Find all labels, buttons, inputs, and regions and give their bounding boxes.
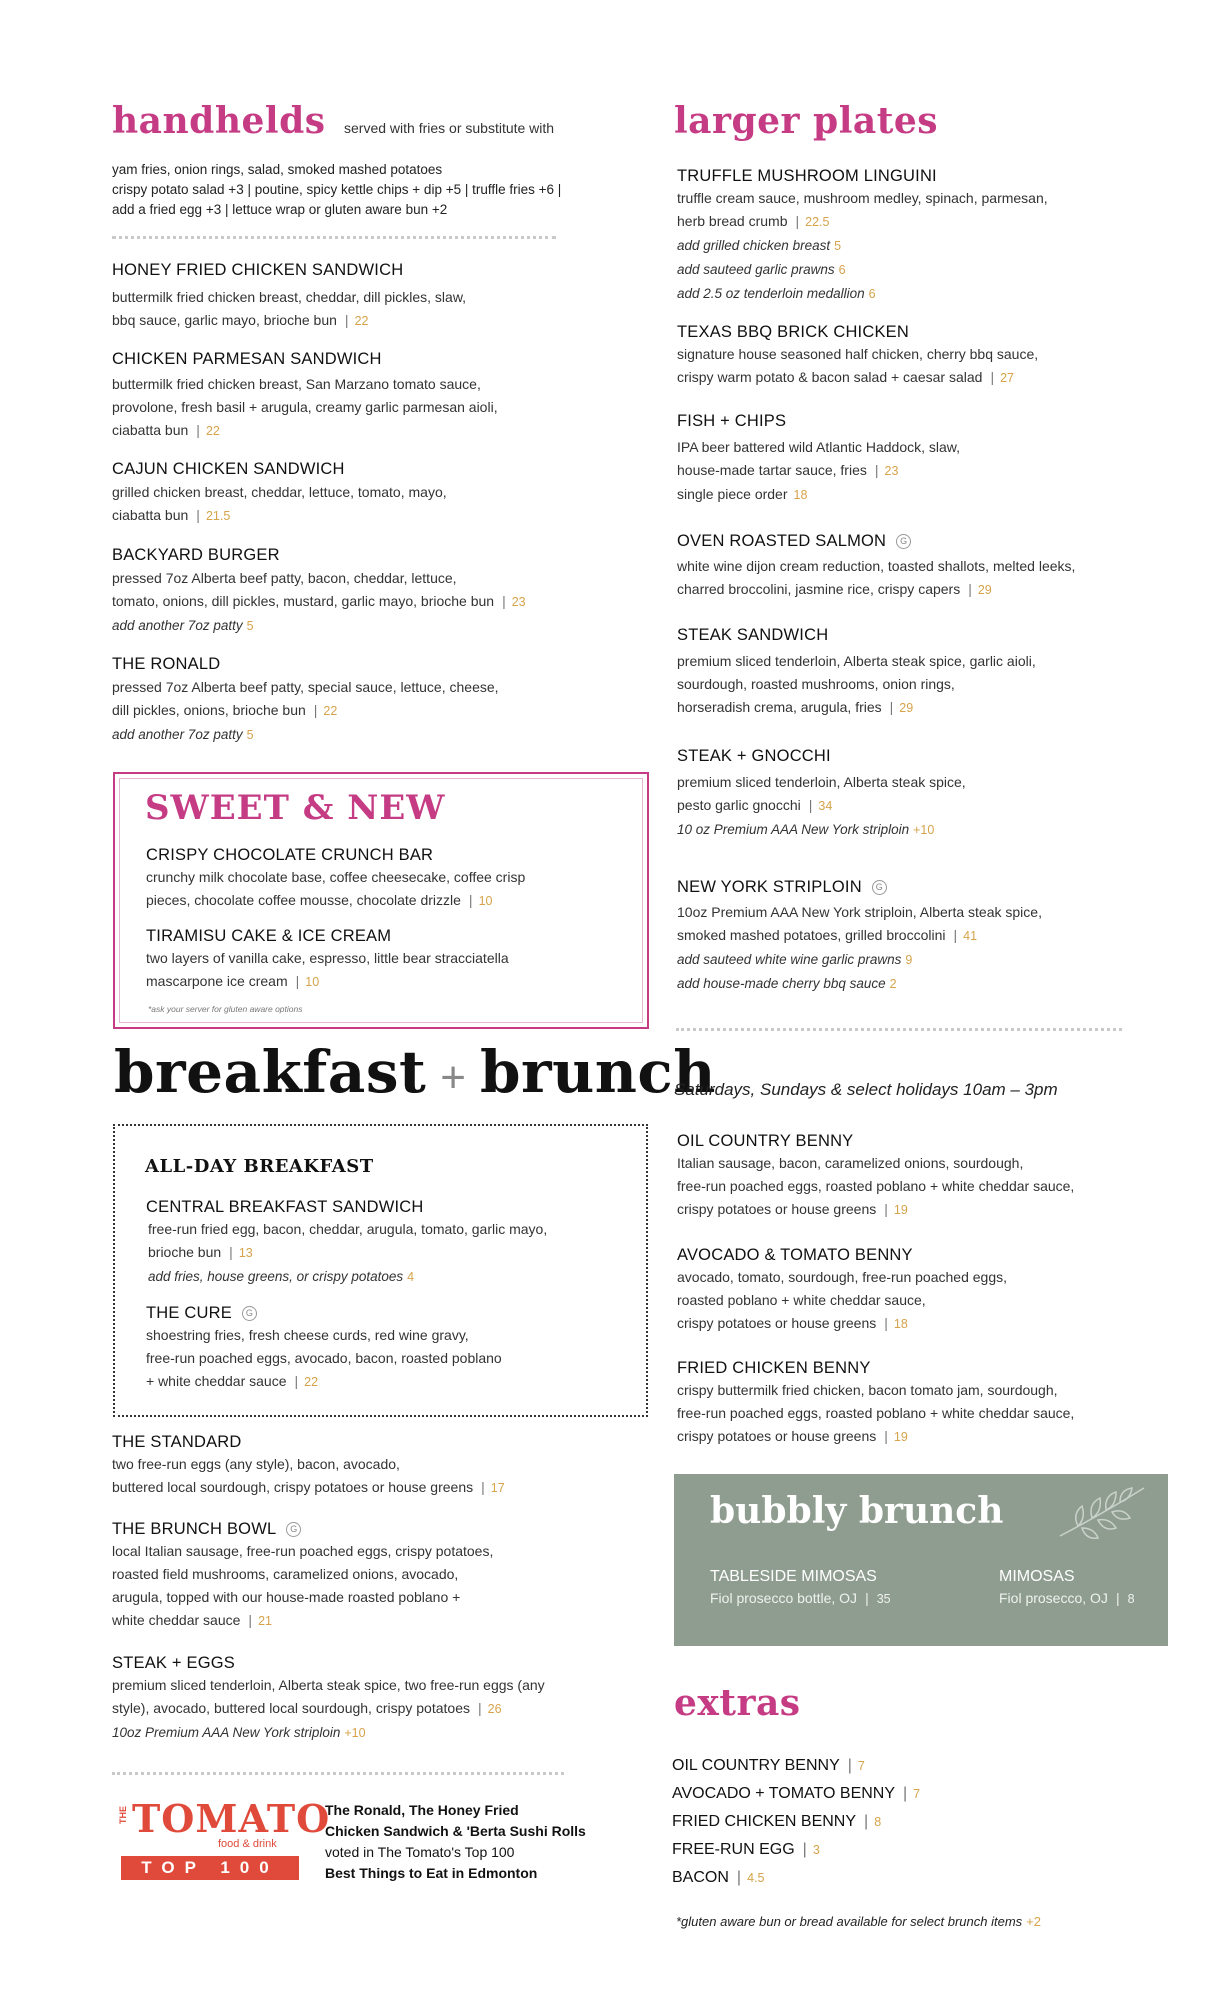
item-name: THE CURE	[146, 1304, 232, 1322]
item-price: 26	[487, 1702, 502, 1716]
item-desc: crispy warm potato & bacon salad + caesar salad	[677, 369, 983, 385]
menu-item-cajun-chicken: CAJUN CHICKEN SANDWICH grilled chicken breast, cheddar, lettuce, tomato, mayo, ciabatta bun | 21.5	[112, 458, 642, 528]
menu-item-truffle-linguini: TRUFFLE MUSHROOM LINGUINI truffle cream sauce, mushroom medley, spinach, parmesan, herb bread crumb | 22.5 add grilled chicken breast 5 add sauteed garlic prawns 6 add 2.5 oz tenderloin medallion 6	[677, 165, 1177, 306]
item-price: 22.5	[805, 215, 830, 229]
menu-item-backyard-burger: BACKYARD BURGER pressed 7oz Alberta beef patty, bacon, cheddar, lettuce, tomato, onions, dill pickles, mustard, garlic mayo, brioche bun | 23 add another 7oz patty 5	[112, 544, 642, 638]
item-price: 18	[793, 488, 808, 502]
gluten-aware-icon: G	[286, 1522, 301, 1537]
brunch-hours: Saturdays, Sundays & select holidays 10am – 3pm	[674, 1080, 1058, 1099]
item-desc: free-run poached eggs, roasted poblano + white cheddar sauce,	[677, 1178, 1075, 1194]
item-name: STEAK + EGGS	[112, 1654, 235, 1672]
item-desc: free-run poached eggs, avocado, bacon, roasted poblano	[146, 1350, 502, 1366]
menu-item-the-ronald: THE RONALD pressed 7oz Alberta beef patty, special sauce, lettuce, cheese, dill pickles, onions, brioche bun | 22 add another 7oz patty 5	[112, 653, 642, 747]
award-line: Chicken Sandwich & 'Berta Sushi Rolls	[325, 1823, 586, 1839]
divider	[112, 1772, 564, 1775]
item-desc: tomato, onions, dill pickles, mustard, garlic mayo, brioche bun	[112, 593, 495, 609]
addon-price: 5	[246, 728, 254, 742]
item-addon: 10 oz Premium AAA New York striploin	[677, 822, 910, 837]
gluten-footnote	[676, 1914, 1041, 1929]
bubbly-item-mimosas: MIMOSAS Fiol prosecco, OJ | 8	[999, 1568, 1135, 1606]
item-addon: 10oz Premium AAA New York striploin	[112, 1725, 341, 1740]
menu-item-chicken-parmesan: CHICKEN PARMESAN SANDWICH buttermilk fried chicken breast, San Marzano tomato sauce, provolone, fresh basil + arugula, creamy garlic parmesan aioli, ciabatta bun | 22	[112, 348, 642, 443]
item-desc: + white cheddar sauce	[146, 1373, 287, 1389]
item-price: 22	[323, 704, 338, 718]
menu-item-ny-striploin: NEW YORK STRIPLOIN G 10oz Premium AAA New York striploin, Alberta steak spice, smoked mashed potatoes, grilled broccolini | 41 add sauteed white wine garlic prawns 9 add house-made cherry bbq sauce 2	[677, 876, 1177, 996]
gluten-aware-icon: G	[896, 534, 911, 549]
award-text	[325, 1800, 586, 1884]
intro-line: yam fries, onion rings, salad, smoked mashed potatoes	[112, 162, 443, 177]
logo-the: THE	[118, 1806, 128, 1824]
item-addon: add house-made cherry bbq sauce	[677, 976, 886, 991]
brunch-title-breakfast: breakfast	[114, 1038, 427, 1106]
addon-price: 4	[407, 1270, 415, 1284]
item-name: FISH + CHIPS	[677, 412, 787, 430]
footnote-text: *gluten aware bun or bread available for select brunch items	[676, 1914, 1023, 1929]
item-price: 17	[490, 1481, 505, 1495]
item-desc: arugula, topped with our house-made roasted poblano +	[112, 1589, 461, 1605]
item-extra: single piece order	[677, 486, 788, 502]
menu-item-texas-bbq-chicken: TEXAS BBQ BRICK CHICKEN signature house seasoned half chicken, cherry bbq sauce, crispy warm potato & bacon salad + caesar salad | 27	[677, 321, 1177, 390]
menu-item-oil-country-benny: OIL COUNTRY BENNY Italian sausage, bacon, caramelized onions, sourdough, free-run poached eggs, roasted poblano + white cheddar sauce, crispy potatoes or house greens | 19	[677, 1130, 1177, 1222]
item-desc: ciabatta bun	[112, 422, 189, 438]
extra-item: FRIED CHICKEN BENNY | 8	[672, 1813, 882, 1830]
logo-tomato: TOMATO	[132, 1796, 331, 1841]
item-desc: Fiol prosecco, OJ	[999, 1590, 1108, 1606]
bubbly-item-tableside-mimosas: TABLESIDE MIMOSAS Fiol prosecco bottle, OJ | 35	[710, 1568, 891, 1606]
award-line: The Ronald, The Honey Fried	[325, 1802, 519, 1818]
item-name: THE BRUNCH BOWL	[112, 1520, 277, 1538]
extra-item: AVOCADO + TOMATO BENNY | 7	[672, 1785, 921, 1802]
item-desc: buttered local sourdough, crispy potatoes or house greens	[112, 1479, 474, 1495]
bubbly-brunch-box	[674, 1474, 1168, 1646]
sweet-and-new-box	[113, 772, 649, 1029]
menu-item-brunch-bowl: THE BRUNCH BOWL G local Italian sausage, free-run poached eggs, crispy potatoes, roasted field mushrooms, caramelized onions, avocado, arugula, topped with our house-made roasted poblano + white cheddar sauce | 21	[112, 1518, 642, 1633]
item-desc: local Italian sausage, free-run poached eggs, crispy potatoes,	[112, 1543, 494, 1559]
brunch-title-brunch: brunch	[479, 1038, 716, 1106]
menu-item-fried-chicken-benny: FRIED CHICKEN BENNY crispy buttermilk fried chicken, bacon tomato jam, sourdough, free-run poached eggs, roasted poblano + white cheddar sauce, crispy potatoes or house greens | 19	[677, 1357, 1177, 1449]
item-desc: 10oz Premium AAA New York striploin, Alberta steak spice,	[677, 904, 1042, 920]
item-desc: truffle cream sauce, mushroom medley, spinach, parmesan,	[677, 190, 1048, 206]
item-price: 10	[305, 975, 320, 989]
item-addon: add another 7oz patty	[112, 727, 243, 742]
item-desc: crispy potatoes or house greens	[677, 1201, 877, 1217]
item-desc: shoestring fries, fresh cheese curds, red wine gravy,	[146, 1327, 469, 1343]
item-price: 22	[304, 1375, 319, 1389]
handhelds-intro	[112, 160, 642, 220]
item-desc: avocado, tomato, sourdough, free-run poached eggs,	[677, 1269, 1007, 1285]
item-name: HONEY FRIED CHICKEN SANDWICH	[112, 261, 404, 279]
item-price: 22	[354, 314, 369, 328]
item-name: CRISPY CHOCOLATE CRUNCH BAR	[146, 846, 434, 864]
item-price: 29	[977, 583, 992, 597]
item-name: STEAK SANDWICH	[677, 626, 829, 644]
item-addon: add sauteed garlic prawns	[677, 262, 835, 277]
item-addon: add grilled chicken breast	[677, 238, 831, 253]
item-name: CAJUN CHICKEN SANDWICH	[112, 460, 345, 478]
item-name: BACKYARD BURGER	[112, 546, 280, 564]
extra-item: BACON | 4.5	[672, 1869, 765, 1886]
menu-item-tiramisu: TIRAMISU CAKE & ICE CREAM two layers of vanilla cake, espresso, little bear stracciatella mascarpone ice cream | 10	[146, 925, 626, 994]
item-name: AVOCADO + TOMATO BENNY	[672, 1785, 896, 1802]
item-price: 27	[1000, 371, 1014, 385]
item-name: BACON	[672, 1869, 729, 1886]
item-desc: two layers of vanilla cake, espresso, little bear stracciatella	[146, 950, 509, 966]
extras-title: extras	[674, 1682, 801, 1724]
logo-food-drink: food & drink	[218, 1838, 277, 1850]
item-name: TEXAS BBQ BRICK CHICKEN	[677, 323, 909, 341]
menu-item-fish-chips: FISH + CHIPS IPA beer battered wild Atlantic Haddock, slaw, house-made tartar sauce, fries | 23 single piece order 18	[677, 410, 1177, 507]
item-desc: bbq sauce, garlic mayo, brioche bun	[112, 312, 337, 328]
extra-item: OIL COUNTRY BENNY | 7	[672, 1757, 865, 1774]
addon-price: 2	[889, 977, 897, 991]
item-desc: pressed 7oz Alberta beef patty, special sauce, lettuce, cheese,	[112, 679, 499, 695]
item-desc: pieces, chocolate coffee mousse, chocolate drizzle	[146, 892, 461, 908]
menu-item-steak-sandwich: STEAK SANDWICH premium sliced tenderloin, Alberta steak spice, garlic aioli, sourdough, roasted mushrooms, onion rings, horseradish crema, arugula, fries | 29	[677, 624, 1177, 720]
addon-price: 6	[868, 287, 876, 301]
item-name: TABLESIDE MIMOSAS	[710, 1568, 877, 1585]
item-desc: premium sliced tenderloin, Alberta steak spice, two free-run eggs (any	[112, 1677, 545, 1693]
item-name: OIL COUNTRY BENNY	[672, 1757, 840, 1774]
item-desc: crunchy milk chocolate base, coffee cheesecake, coffee crisp	[146, 869, 526, 885]
extras-list	[672, 1756, 1152, 1896]
item-price: 8	[874, 1815, 882, 1829]
footnote-price: +2	[1026, 1914, 1041, 1929]
item-desc: Fiol prosecco bottle, OJ	[710, 1590, 858, 1606]
item-desc: signature house seasoned half chicken, cherry bbq sauce,	[677, 346, 1039, 362]
item-desc: provolone, fresh basil + arugula, creamy garlic parmesan aioli,	[112, 399, 498, 415]
item-name: TRUFFLE MUSHROOM LINGUINI	[677, 167, 937, 185]
divider	[676, 1028, 1122, 1031]
item-price: 3	[812, 1843, 820, 1857]
addon-price: 6	[838, 263, 846, 277]
item-desc: roasted field mushrooms, caramelized onions, avocado,	[112, 1566, 459, 1582]
tomato-top-100-logo	[118, 1796, 331, 1886]
item-price: 29	[899, 701, 914, 715]
addon-price: 9	[905, 953, 913, 967]
item-desc: two free-run eggs (any style), bacon, avocado,	[112, 1456, 400, 1472]
item-addon: add 2.5 oz tenderloin medallion	[677, 286, 865, 301]
menu-item-the-standard: THE STANDARD two free-run eggs (any style), bacon, avocado, buttered local sourdough, crispy potatoes or house greens | 17	[112, 1431, 642, 1500]
item-desc: herb bread crumb	[677, 213, 788, 229]
handhelds-title: handhelds	[112, 100, 326, 142]
item-name: FREE-RUN EGG	[672, 1841, 795, 1858]
item-desc: sourdough, roasted mushrooms, onion rings,	[677, 676, 955, 692]
item-desc: house-made tartar sauce, fries	[677, 462, 867, 478]
item-desc: smoked mashed potatoes, grilled broccolini	[677, 927, 946, 943]
all-day-breakfast-box	[113, 1124, 648, 1417]
item-price: 34	[818, 799, 833, 813]
item-name: OIL COUNTRY BENNY	[677, 1132, 854, 1150]
item-desc: ciabatta bun	[112, 507, 189, 523]
sweet-title: SWEET & NEW	[145, 788, 446, 828]
item-price: 22	[205, 424, 220, 438]
item-desc: horseradish crema, arugula, fries	[677, 699, 882, 715]
item-desc: crispy potatoes or house greens	[677, 1428, 877, 1444]
item-name: STEAK + GNOCCHI	[677, 747, 831, 765]
item-desc: style), avocado, buttered local sourdough, crispy potatoes	[112, 1700, 470, 1716]
leaf-branch-icon	[1054, 1480, 1150, 1542]
intro-line: add a fried egg +3 | lettuce wrap or gluten aware bun +2	[112, 202, 448, 217]
divider	[112, 236, 556, 239]
handhelds-header	[112, 100, 554, 142]
brunch-title	[114, 1038, 716, 1106]
item-name: THE STANDARD	[112, 1433, 242, 1451]
addon-price: 5	[834, 239, 842, 253]
item-desc: buttermilk fried chicken breast, cheddar, dill pickles, slaw,	[112, 289, 467, 305]
extra-item: FREE-RUN EGG | 3	[672, 1841, 820, 1858]
item-price: 8	[1127, 1592, 1135, 1606]
item-name: FRIED CHICKEN BENNY	[677, 1359, 871, 1377]
item-addon: add fries, house greens, or crispy potatoes	[148, 1269, 404, 1284]
item-desc: crispy potatoes or house greens	[677, 1315, 877, 1331]
menu-item-salmon: OVEN ROASTED SALMON G white wine dijon cream reduction, toasted shallots, melted leeks, charred broccolini, jasmine rice, crispy capers | 29	[677, 530, 1177, 602]
item-desc: brioche bun	[148, 1244, 222, 1260]
bubbly-title: bubbly brunch	[710, 1490, 1004, 1532]
item-price: 19	[893, 1430, 908, 1444]
item-price: 41	[963, 929, 978, 943]
item-name: FRIED CHICKEN BENNY	[672, 1813, 857, 1830]
item-price: 10	[478, 894, 493, 908]
item-desc: dill pickles, onions, brioche bun	[112, 702, 306, 718]
item-name: CENTRAL BREAKFAST SANDWICH	[146, 1198, 424, 1216]
menu-item-chocolate-crunch-bar: CRISPY CHOCOLATE CRUNCH BAR crunchy milk chocolate base, coffee cheesecake, coffee crisp pieces, chocolate coffee mousse, chocolate drizzle | 10	[146, 844, 626, 913]
item-price: 18	[893, 1317, 908, 1331]
item-desc: free-run poached eggs, roasted poblano + white cheddar sauce,	[677, 1405, 1075, 1421]
larger-plates-title: larger plates	[674, 100, 939, 142]
item-desc: white cheddar sauce	[112, 1612, 241, 1628]
item-price: 4.5	[747, 1871, 765, 1885]
item-name: CHICKEN PARMESAN SANDWICH	[112, 350, 382, 368]
item-price: 21	[258, 1614, 272, 1628]
gluten-aware-icon: G	[872, 880, 887, 895]
logo-top-100-bar: TOP 100	[121, 1856, 299, 1880]
item-name: AVOCADO & TOMATO BENNY	[677, 1246, 913, 1264]
menu-item-honey-fried-chicken: HONEY FRIED CHICKEN SANDWICH buttermilk fried chicken breast, cheddar, dill pickles, slaw, bbq sauce, garlic mayo, brioche bun | 22	[112, 259, 642, 333]
item-name: NEW YORK STRIPLOIN	[677, 878, 862, 896]
item-desc: pesto garlic gnocchi	[677, 797, 801, 813]
item-desc: charred broccolini, jasmine rice, crispy capers	[677, 581, 961, 597]
item-desc: free-run fried egg, bacon, cheddar, arugula, tomato, garlic mayo,	[148, 1221, 548, 1237]
addon-price: 5	[246, 619, 254, 633]
item-desc: pressed 7oz Alberta beef patty, bacon, cheddar, lettuce,	[112, 570, 457, 586]
item-desc: IPA beer battered wild Atlantic Haddock, slaw,	[677, 439, 961, 455]
item-name: TIRAMISU CAKE & ICE CREAM	[146, 927, 392, 945]
addon-price: +10	[344, 1726, 366, 1740]
item-desc: crispy buttermilk fried chicken, bacon tomato jam, sourdough,	[677, 1382, 1058, 1398]
item-price: 21.5	[205, 509, 231, 523]
gluten-aware-icon: G	[242, 1306, 257, 1321]
item-price: 19	[893, 1203, 908, 1217]
item-desc: grilled chicken breast, cheddar, lettuce, tomato, mayo,	[112, 484, 447, 500]
item-desc: mascarpone ice cream	[146, 973, 288, 989]
item-name: MIMOSAS	[999, 1568, 1075, 1585]
item-price: 13	[238, 1246, 253, 1260]
item-desc: Italian sausage, bacon, caramelized onions, sourdough,	[677, 1155, 1024, 1171]
intro-line: crispy potato salad +3 | poutine, spicy kettle chips + dip +5 | truffle fries +6 |	[112, 182, 562, 197]
item-name: OVEN ROASTED SALMON	[677, 532, 887, 550]
award-line: Best Things to Eat in Edmonton	[325, 1865, 538, 1881]
gluten-note: *ask your server for gluten aware options	[148, 1004, 303, 1014]
addon-price: +10	[913, 823, 935, 837]
award-line: voted in The Tomato's Top 100	[325, 1844, 515, 1860]
menu-item-steak-eggs: STEAK + EGGS premium sliced tenderloin, Alberta steak spice, two free-run eggs (any style), avocado, buttered local sourdough, crispy potatoes | 26 10oz Premium AAA New York striploin +10	[112, 1652, 642, 1745]
menu-item-the-cure: THE CURE G shoestring fries, fresh cheese curds, red wine gravy, free-run poached eggs, avocado, bacon, roasted poblano + white cheddar sauce | 22	[146, 1302, 636, 1394]
item-desc: premium sliced tenderloin, Alberta steak spice, garlic aioli,	[677, 653, 1036, 669]
item-desc: white wine dijon cream reduction, toasted shallots, melted leeks,	[677, 558, 1076, 574]
item-price: 23	[511, 595, 526, 609]
item-desc: buttermilk fried chicken breast, San Marzano tomato sauce,	[112, 376, 481, 392]
item-name: THE RONALD	[112, 655, 221, 673]
item-addon: add sauteed white wine garlic prawns	[677, 952, 902, 967]
menu-item-avocado-tomato-benny: AVOCADO & TOMATO BENNY avocado, tomato, sourdough, free-run poached eggs, roasted poblano + white cheddar sauce, crispy potatoes or house greens | 18	[677, 1244, 1177, 1336]
menu-item-steak-gnocchi: STEAK + GNOCCHI premium sliced tenderloin, Alberta steak spice, pesto garlic gnocchi | 34 10 oz Premium AAA New York striploin +10	[677, 745, 1177, 842]
handhelds-tagline: served with fries or substitute with	[344, 120, 555, 136]
menu-item-central-breakfast-sandwich: CENTRAL BREAKFAST SANDWICH free-run fried egg, bacon, cheddar, arugula, tomato, garlic mayo, brioche bun | 13 add fries, house greens, or crispy potatoes 4	[146, 1196, 636, 1289]
item-price: 23	[884, 464, 899, 478]
all-day-title: ALL-DAY BREAKFAST	[145, 1156, 374, 1177]
item-price: 7	[857, 1759, 865, 1773]
item-desc: premium sliced tenderloin, Alberta steak spice,	[677, 774, 966, 790]
item-price: 7	[913, 1787, 921, 1801]
brunch-title-plus: +	[440, 1053, 466, 1102]
item-addon: add another 7oz patty	[112, 618, 243, 633]
item-desc: roasted poblano + white cheddar sauce,	[677, 1292, 926, 1308]
item-price: 35	[876, 1592, 891, 1606]
